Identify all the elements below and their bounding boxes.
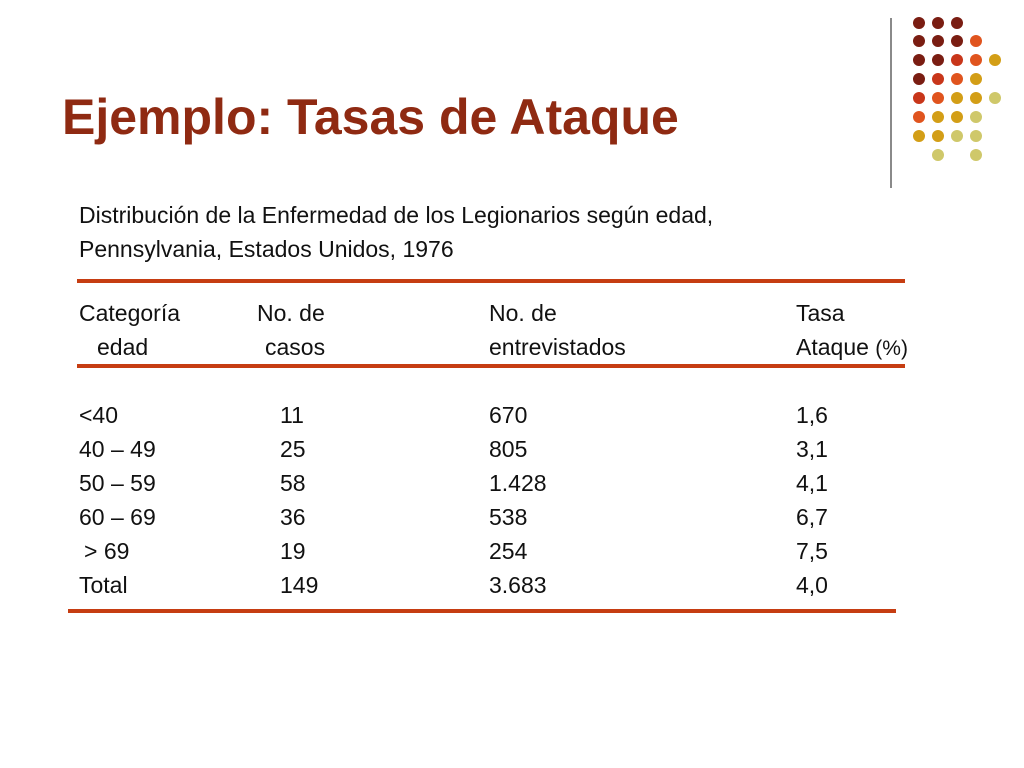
cell-age: <40 xyxy=(79,402,119,428)
table-row xyxy=(79,534,959,568)
table-row xyxy=(79,398,959,432)
cell-age: 40 – 49 xyxy=(79,436,156,462)
table-top-rule xyxy=(77,279,905,283)
cell-age: 50 – 59 xyxy=(79,470,156,496)
cell-cases: 11 xyxy=(280,402,304,428)
table-row-total xyxy=(79,568,959,602)
cell-cases: 25 xyxy=(280,436,306,462)
table-header-rule xyxy=(77,364,905,368)
dot-row-2 xyxy=(913,35,982,47)
cell-cases: 19 xyxy=(280,538,306,564)
cell-rate: 3,1 xyxy=(796,436,828,462)
cell-rate: 4,0 xyxy=(796,572,828,598)
dot-row-3 xyxy=(913,54,1001,66)
cell-interviewed: 538 xyxy=(489,504,528,530)
dot-row-7 xyxy=(913,130,982,142)
dot-row-4 xyxy=(913,73,982,85)
cell-cases: 58 xyxy=(280,470,306,496)
cell-interviewed: 3.683 xyxy=(489,572,547,598)
header-entrevistados: No. de entrevistados xyxy=(489,300,626,360)
header-categoria: Categoría edad xyxy=(79,300,181,360)
table-caption xyxy=(79,198,713,266)
caption-line-1: Distribución de la Enfermedad de los Legionarios según edad, xyxy=(79,202,714,228)
cell-age: 60 – 69 xyxy=(79,504,156,530)
cell-age: > 69 xyxy=(84,538,130,564)
cell-cases: 36 xyxy=(280,504,306,530)
cell-interviewed: 254 xyxy=(489,538,528,564)
dot-row-1 xyxy=(913,17,963,29)
header-casos: No. de casos xyxy=(257,300,326,360)
cell-rate: 4,1 xyxy=(796,470,828,496)
table-bottom-rule xyxy=(68,609,896,613)
cell-age: Total xyxy=(79,572,128,598)
cell-rate: 7,5 xyxy=(796,538,828,564)
header-tasa-ataque: Tasa Ataque (%) xyxy=(796,300,908,360)
header-unit: (%) xyxy=(875,337,908,360)
table-row xyxy=(79,466,959,500)
cell-rate: 6,7 xyxy=(796,504,828,530)
dot-row-5 xyxy=(913,92,1001,104)
table-row xyxy=(79,500,959,534)
cell-interviewed: 805 xyxy=(489,436,528,462)
cell-cases: 149 xyxy=(280,572,319,598)
slide-title: Ejemplo: Tasas de Ataque xyxy=(62,89,679,145)
caption-line-2: Pennsylvania, Estados Unidos, 1976 xyxy=(79,236,454,262)
cell-rate: 1,6 xyxy=(796,402,828,428)
cell-interviewed: 1.428 xyxy=(489,470,547,496)
cell-interviewed: 670 xyxy=(489,402,528,428)
dot-row-8 xyxy=(932,149,982,161)
table-row xyxy=(79,432,959,466)
dot-row-6 xyxy=(913,111,982,123)
decorative-vertical-line xyxy=(890,18,892,188)
